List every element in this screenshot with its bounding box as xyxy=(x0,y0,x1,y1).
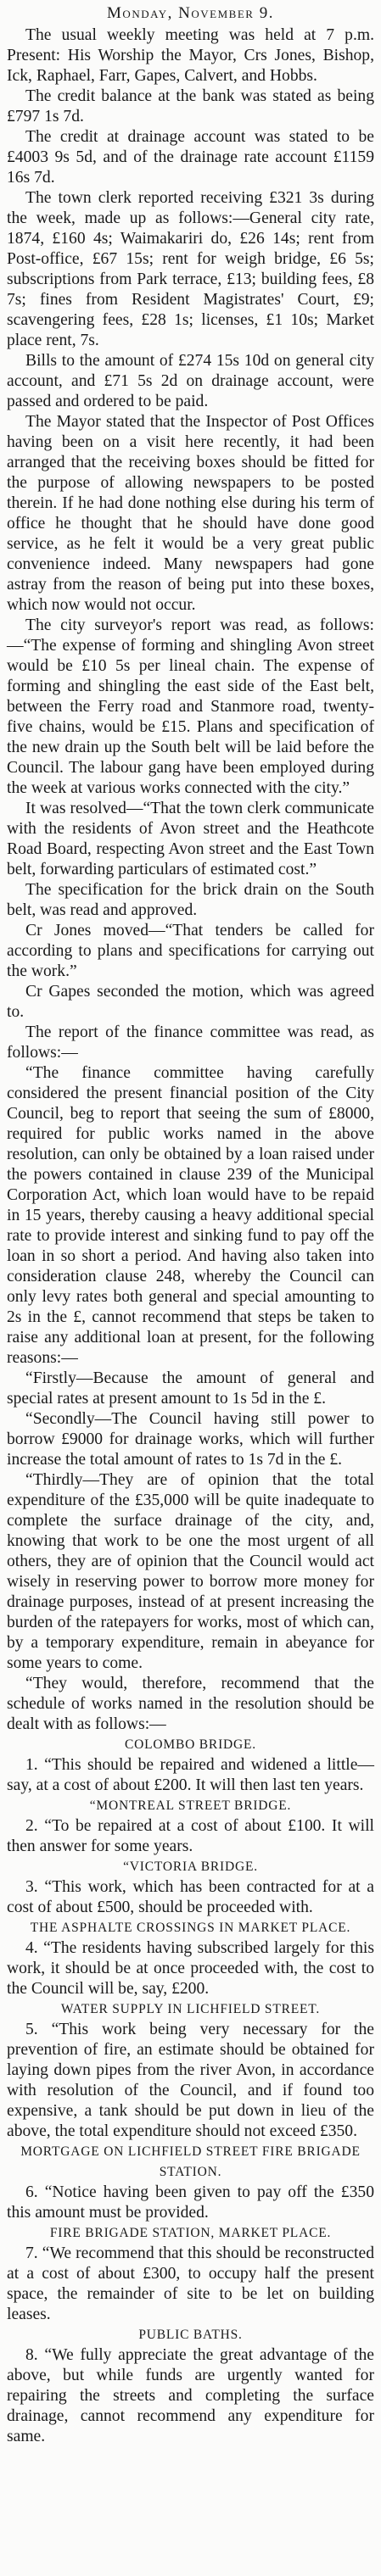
paragraph: Cr Gapes seconded the motion, which was agreed to. xyxy=(7,983,374,1021)
paragraph: 5. “This work being very necessary for the prevention of fire, an estimate should be obtained for laying down pipes from the river Avon, in accordance with resolution of the Council, and if found too expensive, a tank should be put down in lieu of the above, the total expenditure should not exceed £350. xyxy=(7,2021,374,2140)
paragraph: It was resolved—“That the town clerk communicate with the residents of Avon street and the Heathcote Road Board, respecting Avon street and the East Town belt, forwarding particulars of estimated cost.” xyxy=(7,800,374,878)
paragraph: The specification for the brick drain on the South belt, was read and approved. xyxy=(7,881,374,919)
paragraph: The report of the finance committee was read, as follows:— xyxy=(7,1023,374,1062)
paragraph: The credit at drainage account was stated to be £4003 9s 5d, and of the drainage rate account £1159 16s 7d. xyxy=(7,128,374,187)
section-heading: COLOMBO BRIDGE. xyxy=(125,1737,256,1752)
paragraph: “Secondly—The Council having still power to borrow £9000 for drainage works, which will further increase the total amount of rates to 1s 7d in the £. xyxy=(7,1410,374,1469)
article-body xyxy=(7,25,374,2447)
paragraph: The Mayor stated that the Inspector of Post Offices having been on a visit here recently, it had been arranged that the receiving boxes should be fitted for the purpose of allowing newspapers to be posted therein. If he had done nothing else during his term of office he thought that he should have done good service, as he felt it would be a very great public convenience indeed. Many newspapers had gone astray from the reason of being put into these boxes, which now would not occur. xyxy=(7,413,374,614)
paragraph: Bills to the amount of £274 15s 10d on general city account, and £71 5s 2d on drainage account, were passed and ordered to be paid. xyxy=(7,352,374,410)
section-heading: FIRE BRIGADE STATION, MARKET PLACE. xyxy=(49,2226,332,2240)
paragraph: 2. “To be repaired at a cost of about £100. It will then answer for some years. xyxy=(7,1817,374,1855)
section-heading: MORTGAGE ON LICHFIELD STREET FIRE BRIGADE STATION. xyxy=(20,2144,361,2179)
section-heading: WATER SUPPLY IN LICHFIELD STREET. xyxy=(60,2002,321,2016)
paragraph: The usual weekly meeting was held at 7 p.m. Present: His Worship the Mayor, Crs Jones, Bishop, Ick, Raphael, Farr, Gapes, Calvert, and Hobbs. xyxy=(7,26,374,85)
section-heading: “MONTREAL STREET BRIDGE. xyxy=(89,1798,292,1813)
section-heading: PUBLIC BATHS. xyxy=(138,2328,243,2342)
paragraph: 6. “Notice having been given to pay off the £350 this amount must be provided. xyxy=(7,2183,374,2222)
paragraph: 7. “We recommend that this should be reconstructed at a cost of about £300, to occupy half the present space, the remainder of site to be let on building leases. xyxy=(7,2244,374,2323)
paragraph: 4. “The residents having subscribed largely for this work, it should be at once proceeded with, the cost to the Council will be, say, £200. xyxy=(7,1939,374,1998)
paragraph: The city surveyor's report was read, as follows:—“The expense of forming and shingling Avon street would be £10 5s per lineal chain. The expense of forming and shingling the east side of the East belt, between the Ferry road and Stanmore road, twenty-five chains, would be £15. Plans and specification of the new drain up the South belt will be laid before the Council. The labour gang have been employed during the week at various works connected with the city.” xyxy=(7,616,374,797)
paragraph: 1. “This should be repaired and widened a little—say, at a cost of about £200. It will then last ten years. xyxy=(7,1756,374,1794)
section-heading: THE ASPHALTE CROSSINGS IN MARKET PLACE. xyxy=(30,1921,351,1935)
paragraph: 8. “We fully appreciate the great advantage of the above, but while funds are urgently wanted for repairing the streets and completing the surface drainage, cannot recommend any expenditure for same. xyxy=(7,2346,374,2445)
paragraph: The town clerk reported receiving £321 3s during the week, made up as follows:—General city rate, 1874, £160 4s; Waimakariri do, £26 14s; rent from Post-office, £67 15s; rent for weigh bridge, £6 5s; subscriptions from Park terrace, £13; building fees, £8 7s; fines from Resident Magistrates' Court, £9; scavengering fees, £28 1s; licenses, £1 10s; Market place rent, 7s. xyxy=(7,189,374,349)
dateline: Monday, November 9. xyxy=(107,4,274,22)
section-heading: “VICTORIA BRIDGE. xyxy=(123,1860,258,1874)
paragraph: 3. “This work, which has been contracted for at a cost of about £500, should be proceeded with. xyxy=(7,1878,374,1916)
paragraph: “Firstly—Because the amount of general and special rates at present amount to 1s 5d in the £. xyxy=(7,1369,374,1408)
paragraph: “They would, therefore, recommend that the schedule of works named in the resolution should be dealt with as follows:— xyxy=(7,1675,374,1733)
paragraph: “Thirdly—They are of opinion that the total expenditure of the £35,000 will be quite inadequate to complete the surface drainage of the city, and, knowing that work to be one the most urgent of all others, they are of opinion that the Council would act wisely in reserving power to borrow more money for drainage purposes, instead of at present increasing the burden of the ratepayers for works, most of which can, by a temporary expenditure, remain in abeyance for some years to come. xyxy=(7,1471,374,1672)
paragraph: “The finance committee having carefully considered the present financial position of the City Council, beg to report that seeing the sum of £8000, required for public works named in the above resolution, can only be obtained by a loan raised under the powers contained in clause 239 of the Municipal Corporation Act, which loan would have to be repaid in 15 years, thereby causing a heavy additional special rate to provide interest and sinking fund to pay off the loan in so short a period. And having also taken into consideration clause 248, whereby the Council can only levy rates both general and special amounting to 2s in the £, cannot recommend that steps be taken to raise any additional loan at present, for the following reasons:— xyxy=(7,1064,374,1367)
paragraph: Cr Jones moved—“That tenders be called for according to plans and specifications for carrying out the work.” xyxy=(7,922,374,980)
paragraph: The credit balance at the bank was stated as being £797 1s 7d. xyxy=(7,87,374,125)
